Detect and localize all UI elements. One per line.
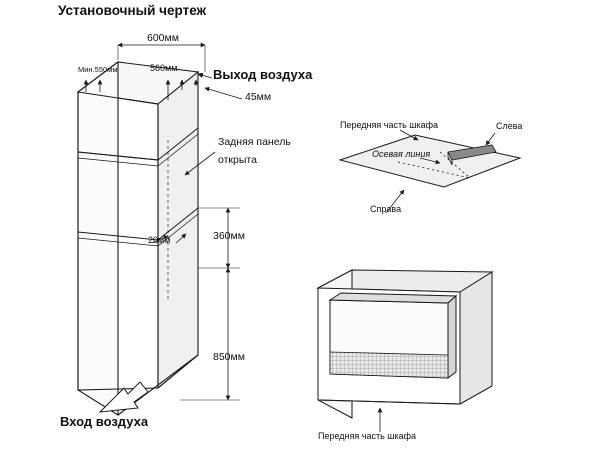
label-center-line: Осевая линия: [372, 149, 431, 159]
label-right-side: Справа: [370, 204, 402, 214]
dim-label-min-550: Мин.550мм: [78, 65, 118, 74]
cabinet-isometric: [78, 62, 198, 415]
dim-label-height-850: 850мм: [213, 351, 245, 363]
dim-label-height-360: 360мм: [213, 230, 245, 242]
page-title: Установочный чертеж: [58, 3, 207, 18]
dim-label-clearance-45: 45мм: [245, 91, 272, 103]
label-cabinet-front-bottom: Передняя часть шкафа: [318, 431, 417, 441]
label-back-panel-line1: Задняя панель: [218, 136, 291, 148]
label-left-side: Слева: [496, 121, 523, 131]
dim-label-depth-560: 560мм: [150, 63, 178, 73]
plan-view-diagram: [340, 130, 520, 213]
leader-air-out: [198, 74, 212, 78]
cabinet-opening-isometric: [318, 270, 492, 432]
label-air-out: Выход воздуха: [213, 67, 313, 82]
label-back-panel-line2: открыта: [218, 154, 257, 166]
leader-45mm: [205, 88, 242, 99]
dim-label-depth-20: 20мм: [148, 235, 171, 245]
label-cabinet-front-top: Передняя часть шкафа: [340, 120, 439, 130]
dim-label-width-600: 600мм: [147, 32, 179, 44]
label-air-in: Вход воздуха: [60, 414, 149, 429]
